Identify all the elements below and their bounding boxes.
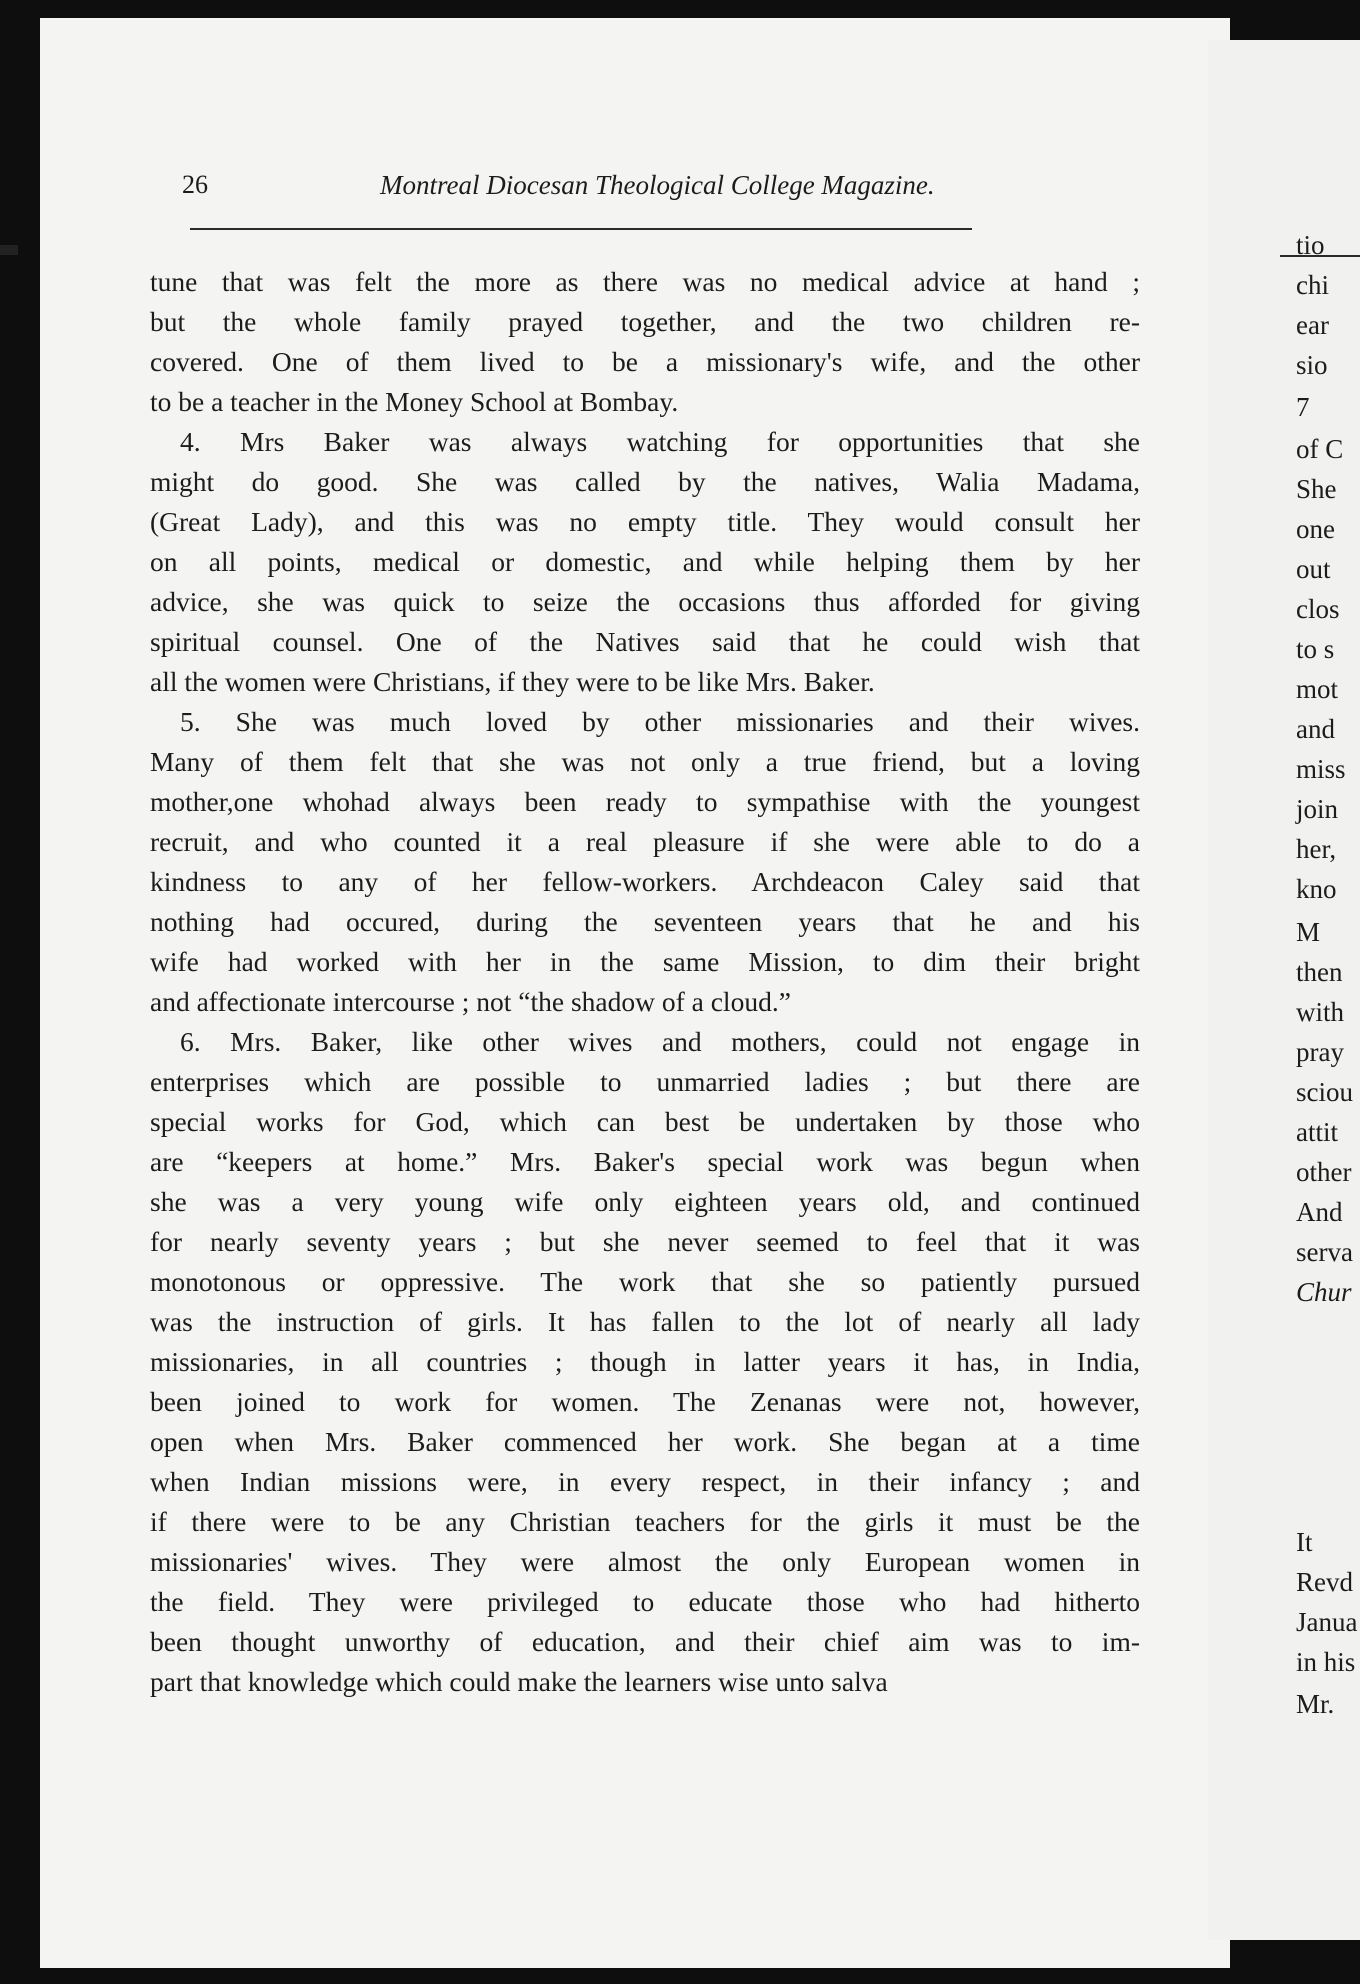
- right-page-fragment: And: [1296, 1197, 1343, 1227]
- text-line: monotonous or oppressive. The work that she so patiently pursued: [150, 1266, 1140, 1297]
- text-line: advice, she was quick to seize the occasions thus afforded for giving: [150, 586, 1140, 617]
- text-line: but the whole family prayed together, and the two children re-: [150, 306, 1140, 337]
- text-line: Many of them felt that she was not only a true friend, but a loving: [150, 746, 1140, 777]
- text-line: 6. Mrs. Baker, like other wives and mothers, could not engage in: [180, 1026, 1140, 1057]
- right-page-fragment: attit: [1296, 1117, 1338, 1147]
- text-line: 5. She was much loved by other missionaries and their wives.: [180, 706, 1140, 737]
- right-page-fragment: in his: [1296, 1647, 1356, 1677]
- right-page-fragment: and: [1296, 714, 1335, 744]
- right-page-fragment: join: [1296, 794, 1339, 824]
- text-line: all the women were Christians, if they were to be like Mrs. Baker.: [150, 666, 875, 697]
- right-page-fragment: sio: [1296, 350, 1328, 380]
- right-page-fragment: pray: [1296, 1037, 1344, 1067]
- text-line: tune that was felt the more as there was no medical advice at hand ;: [150, 266, 1140, 297]
- text-line: if there were to be any Christian teachers for the girls it must be the: [150, 1506, 1140, 1537]
- text-line: (Great Lady), and this was no empty title. They would consult her: [150, 506, 1140, 537]
- right-page-fragment: It: [1296, 1527, 1313, 1557]
- text-line: on all points, medical or domestic, and while helping them by her: [150, 546, 1140, 577]
- right-page-fragment: of C: [1296, 434, 1344, 464]
- text-line: open when Mrs. Baker commenced her work. She began at a time: [150, 1426, 1140, 1457]
- right-page-fragment: her,: [1296, 834, 1337, 864]
- right-page-fragment: then: [1296, 957, 1343, 987]
- text-line: recruit, and who counted it a real pleasure if she were able to do a: [150, 826, 1140, 857]
- right-page-fragment: kno: [1296, 874, 1337, 904]
- scan-mark: [0, 245, 18, 255]
- page-number: 26: [182, 170, 208, 199]
- text-line: for nearly seventy years ; but she never seemed to feel that it was: [150, 1226, 1140, 1257]
- running-title: Montreal Diocesan Theological College Magazine.: [380, 170, 935, 200]
- text-line: and affectionate intercourse ; not “the shadow of a cloud.”: [150, 986, 791, 1017]
- text-line: missionaries, in all countries ; though in latter years it has, in India,: [150, 1346, 1140, 1377]
- text-line: are “keepers at home.” Mrs. Baker's special work was begun when: [150, 1146, 1140, 1177]
- right-page-fragment: other: [1296, 1157, 1352, 1187]
- right-page: [1208, 40, 1360, 1940]
- header-rule: [190, 228, 972, 230]
- text-line: spiritual counsel. One of the Natives said that he could wish that: [150, 626, 1140, 657]
- right-page-fragment: miss: [1296, 754, 1346, 784]
- text-line: been thought unworthy of education, and their chief aim was to im-: [150, 1626, 1140, 1657]
- text-line: missionaries' wives. They were almost the only European women in: [150, 1546, 1140, 1577]
- text-line: 4. Mrs Baker was always watching for opportunities that she: [180, 426, 1140, 457]
- text-line: when Indian missions were, in every respect, in their infancy ; and: [150, 1466, 1140, 1497]
- right-page-fragment: tio: [1296, 230, 1325, 260]
- text-line: to be a teacher in the Money School at Bombay.: [150, 386, 679, 417]
- text-line: might do good. She was called by the natives, Walia Madama,: [150, 466, 1140, 497]
- text-line: covered. One of them lived to be a missionary's wife, and the other: [150, 346, 1140, 377]
- right-page-fragment: Janua: [1296, 1607, 1358, 1637]
- right-page-fragment: one: [1296, 514, 1335, 544]
- right-page-fragment: chi: [1296, 270, 1329, 300]
- text-line: mother,one whohad always been ready to sympathise with the youngest: [150, 786, 1140, 817]
- text-line: been joined to work for women. The Zenanas were not, however,: [150, 1386, 1140, 1417]
- right-page-fragment: ear: [1296, 310, 1329, 340]
- right-page-fragment: Revd: [1296, 1567, 1353, 1597]
- right-page-fragment: sciou: [1296, 1077, 1353, 1107]
- text-line: she was a very young wife only eighteen years old, and continued: [150, 1186, 1140, 1217]
- right-page-fragment: Chur: [1296, 1277, 1352, 1307]
- text-line: wife had worked with her in the same Mission, to dim their bright: [150, 946, 1140, 977]
- right-page-fragment: Mr.: [1296, 1689, 1335, 1719]
- right-page-fragment: She: [1296, 474, 1337, 504]
- text-line: the field. They were privileged to educate those who had hitherto: [150, 1586, 1140, 1617]
- right-page-fragment: serva: [1296, 1237, 1353, 1267]
- right-page-fragment: clos: [1296, 594, 1340, 624]
- right-page-fragment: to s: [1296, 634, 1335, 664]
- right-page-fragment: M: [1296, 917, 1321, 947]
- text-line: part that knowledge which could make the learners wise unto salva: [150, 1666, 888, 1697]
- text-line: kindness to any of her fellow-workers. Archdeacon Caley said that: [150, 866, 1140, 897]
- right-page-fragment: with: [1296, 997, 1345, 1027]
- page-header: [182, 170, 982, 220]
- text-line: was the instruction of girls. It has fallen to the lot of nearly all lady: [150, 1306, 1140, 1337]
- text-line: special works for God, which can best be undertaken by those who: [150, 1106, 1140, 1137]
- right-page-fragment: 7: [1296, 392, 1310, 422]
- text-line: enterprises which are possible to unmarried ladies ; but there are: [150, 1066, 1140, 1097]
- right-page-fragment: mot: [1296, 674, 1339, 704]
- text-line: nothing had occured, during the seventeen years that he and his: [150, 906, 1140, 937]
- right-page-fragment: out: [1296, 554, 1331, 584]
- article-body: [150, 262, 1140, 1702]
